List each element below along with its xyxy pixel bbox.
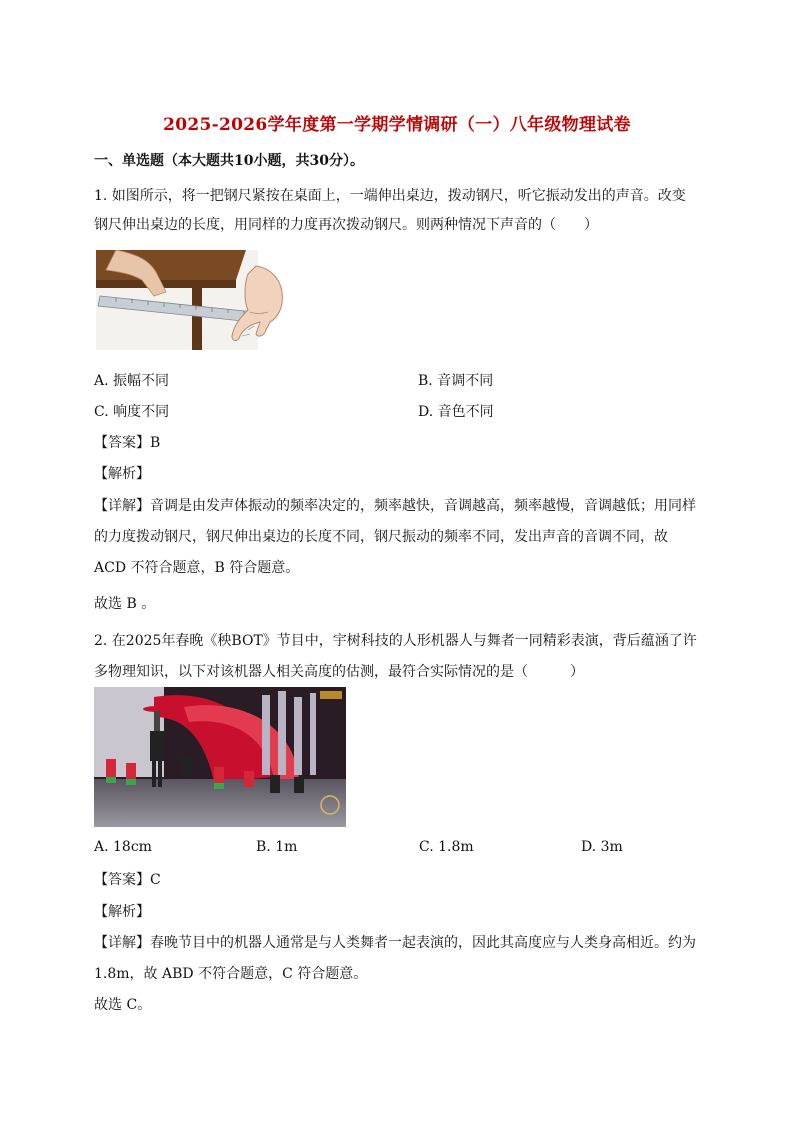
channel-logo [320,691,342,699]
q1-option-c[interactable]: C. 响度不同 [94,404,170,420]
q2-stem-line1: 2. 在2025年春晚《秧BOT》节目中，宇树科技的人形机器人与舞者一同精彩表演，背后蕴涵了许 [94,633,697,649]
hand-shape [232,266,282,341]
q2-detail-line2: 1.8m，故 ABD 不符合题意，C 符合题意。 [94,966,368,982]
table-leg [192,288,202,350]
q1-detail-line2: 的力度拨动钢尺，钢尺伸出桌边的长度不同，钢尺振动的频率不同，发出声音的音调不同，故 [94,529,668,545]
plucking-hand-icon [226,262,288,350]
q2-option-a[interactable]: A. 18cm [94,839,152,855]
q1-answer: 【答案】B [94,435,161,451]
stage-scene [94,687,346,827]
q1-detail-line3: ACD 不符合题意，B 符合题意。 [94,560,300,576]
robot-dance-image [94,687,346,827]
q2-detail-line1: 【详解】春晚节目中的机器人通常是与人类舞者一起表演的，因此其高度应与人类身高相近。约为 [94,935,696,951]
q1-conclusion: 故选 B 。 [94,596,156,612]
exam-title: 2025-2026学年度第一学期学情调研（一）八年级物理试卷 [163,115,631,135]
q1-option-b[interactable]: B. 音调不同 [418,373,494,389]
q1-option-a[interactable]: A. 振幅不同 [94,373,170,389]
q2-option-d[interactable]: D. 3m [581,839,623,855]
q2-stem-line2: 多物理知识，以下对该机器人相关高度的估测，最符合实际情况的是（ ） [94,664,584,680]
section-heading: 一、单选题（本大题共10小题，共30分）。 [94,153,364,169]
q1-option-d[interactable]: D. 音色不同 [418,404,494,420]
q1-stem-line1: 1. 如图所示，将一把钢尺紧按在桌面上，一端伸出桌边，拨动钢尺，听它振动发出的声音。改变 [94,188,686,204]
q2-conclusion: 故选 C。 [94,997,152,1013]
q1-stem-line2: 钢尺伸出桌边的长度，用同样的力度再次拨动钢尺。则两种情况下声音的（ ） [94,217,598,233]
q2-option-b[interactable]: B. 1m [256,839,298,855]
q2-answer: 【答案】C [94,872,161,888]
q2-option-c[interactable]: C. 1.8m [419,839,474,855]
q1-analysis-label: 【解析】 [94,466,150,482]
q1-detail-line1: 【详解】音调是由发声体振动的频率决定的，频率越快，音调越高，频率越慢，音调越低；用同样 [94,498,696,514]
plucking-hand-image [226,262,288,350]
table-edge [96,280,236,288]
q2-analysis-label: 【解析】 [94,904,150,920]
